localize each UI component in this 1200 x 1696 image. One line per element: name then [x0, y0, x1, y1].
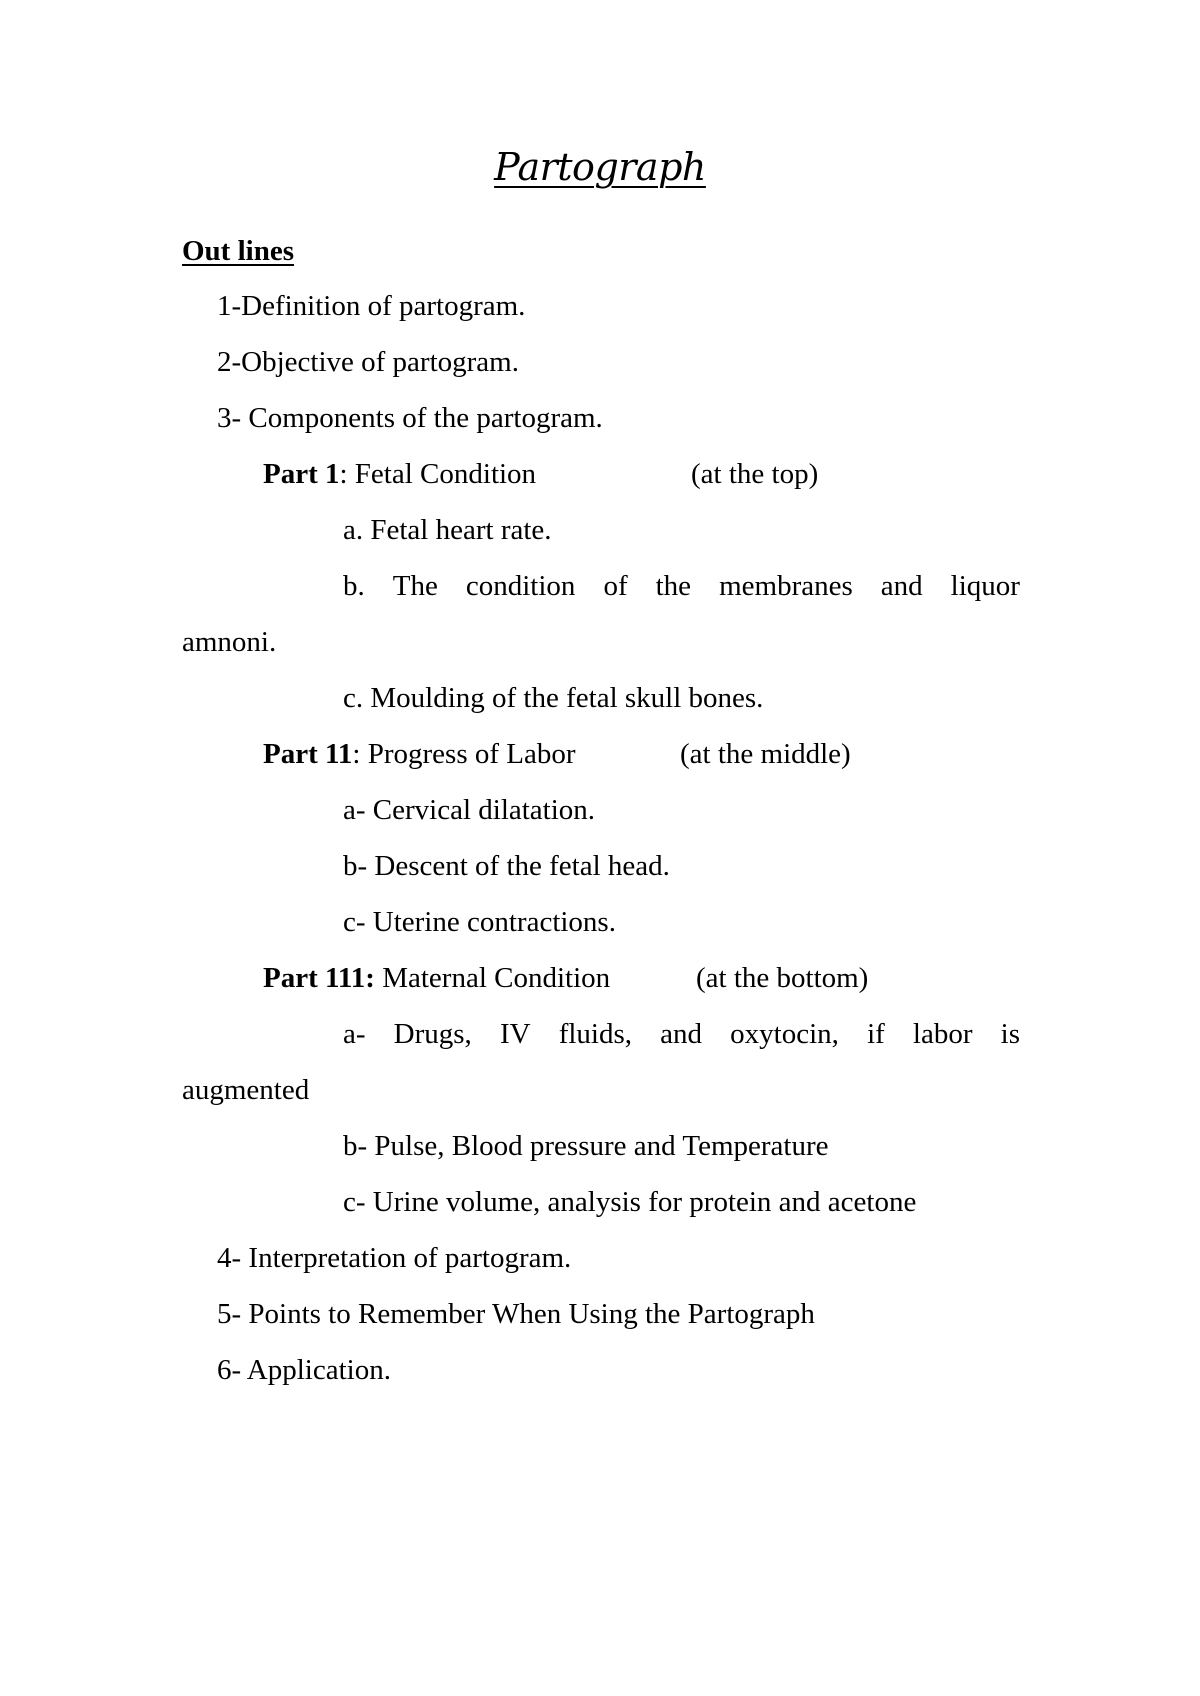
part-3-item-b: b- Pulse, Blood pressure and Temperature — [343, 1130, 829, 1162]
part-2-item-c: c- Uterine contractions. — [343, 906, 616, 938]
part-3-item-a — [343, 1017, 1020, 1051]
part-3-title: Maternal Condition — [374, 962, 611, 994]
outline-item-6: 6- Application. — [217, 1354, 391, 1386]
part-3-position: (at the bottom) — [696, 962, 869, 994]
part-3-label: Part 111: — [263, 962, 375, 994]
word: Drugs, — [393, 1018, 472, 1050]
word: and — [880, 570, 923, 602]
word: a- — [343, 1018, 366, 1050]
word: IV — [499, 1018, 531, 1050]
part-2-label: Part 11 — [263, 738, 353, 770]
part-3-item-c: c- Urine volume, analysis for protein and acetone — [343, 1186, 917, 1218]
part-2-row — [263, 737, 576, 771]
part-3-item-a-continuation: augmented — [182, 1074, 310, 1106]
outline-item-2: 2-Objective of partogram. — [217, 346, 519, 378]
part-1-position: (at the top) — [691, 458, 819, 490]
part-1-row — [263, 457, 536, 491]
outline-item-4: 4- Interpretation of partogram. — [217, 1242, 572, 1274]
part-1-item-b-continuation: amnoni. — [182, 626, 277, 658]
part-2-item-b: b- Descent of the fetal head. — [343, 850, 670, 882]
part-1-item-b — [343, 569, 1020, 603]
part-1-label: Part 1 — [263, 458, 340, 490]
word: oxytocin, — [730, 1018, 839, 1050]
part-3-row — [263, 961, 610, 995]
word: if — [867, 1018, 885, 1050]
part-2-position: (at the middle) — [680, 738, 851, 770]
outline-heading: Out lines — [182, 235, 294, 267]
part-1-title: : Fetal Condition — [339, 458, 537, 490]
word: of — [603, 570, 628, 602]
word: the — [655, 570, 692, 602]
word: membranes — [719, 570, 853, 602]
word: liquor — [950, 570, 1020, 602]
word: b. — [343, 570, 365, 602]
part-2-title: : Progress of Labor — [352, 738, 576, 770]
word: The — [392, 570, 438, 602]
outline-item-1: 1-Definition of partogram. — [217, 290, 526, 322]
part-2-item-a: a- Cervical dilatation. — [343, 794, 596, 826]
outline-item-3: 3- Components of the partogram. — [217, 402, 603, 434]
word: is — [1000, 1018, 1020, 1050]
word: fluids, — [558, 1018, 633, 1050]
word: condition — [465, 570, 576, 602]
outline-item-5: 5- Points to Remember When Using the Partograph — [217, 1298, 815, 1330]
word: labor — [912, 1018, 973, 1050]
word: and — [660, 1018, 703, 1050]
part-1-item-c: c. Moulding of the fetal skull bones. — [343, 682, 764, 714]
part-1-item-a: a. Fetal heart rate. — [343, 514, 552, 546]
document-title: Partograph — [494, 145, 706, 189]
